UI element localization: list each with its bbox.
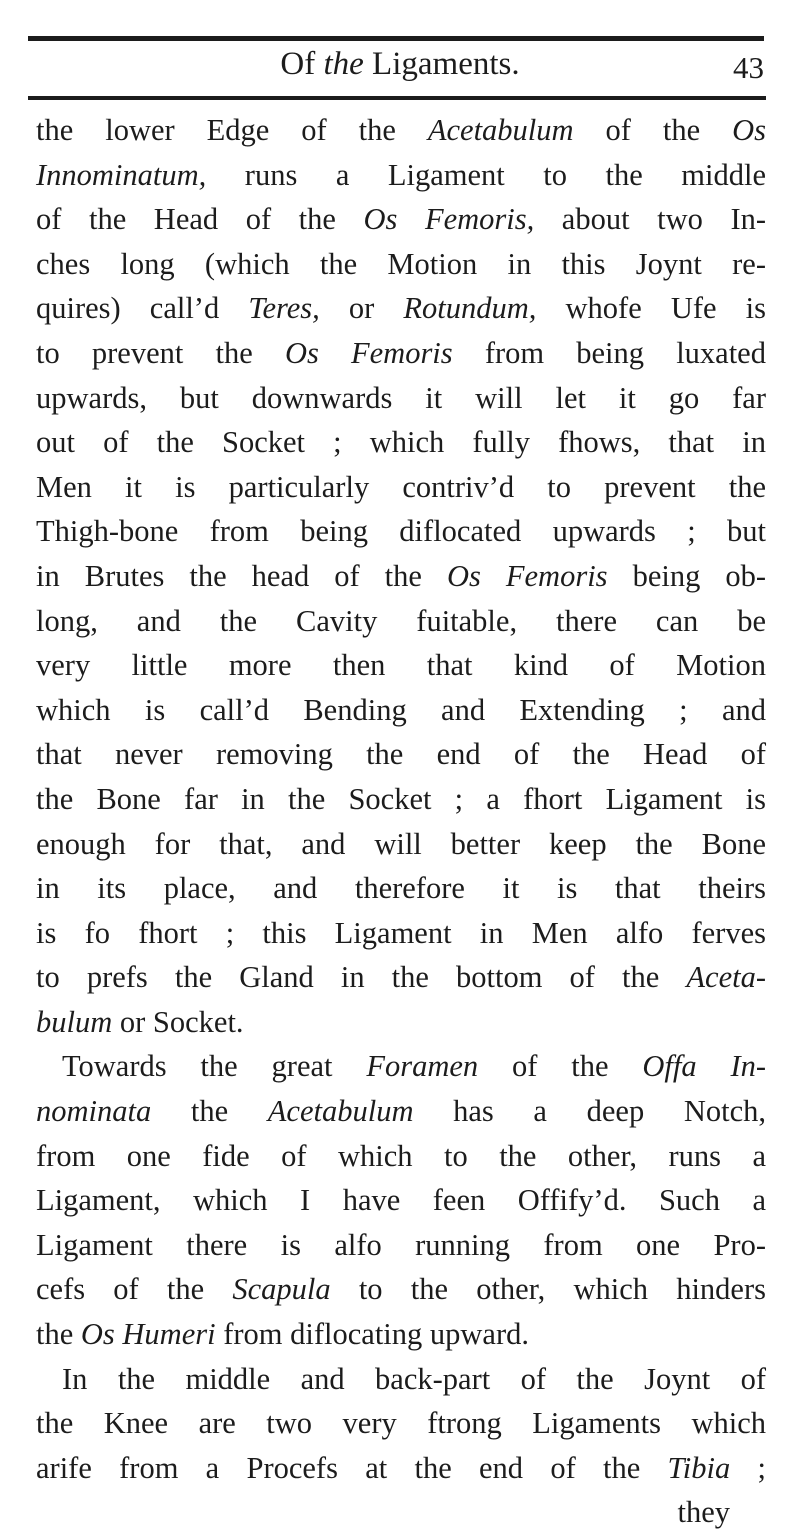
header-rule	[28, 96, 766, 100]
text-line	[36, 420, 766, 465]
text-line	[36, 108, 766, 153]
text-run: Innominatum,	[36, 157, 207, 192]
text-run: whofe Ufe is	[536, 291, 766, 326]
text-line	[36, 1312, 766, 1357]
text-run: Os Femoris,	[363, 202, 535, 237]
text-run: the	[36, 1317, 81, 1352]
text-run: to prevent the	[36, 335, 285, 370]
running-header	[0, 40, 800, 98]
text-run: from one fide of which to the other, runs a	[36, 1138, 766, 1173]
text-run: about two In-	[534, 202, 767, 237]
text-run: ches long (which the Motion in this Joynt re-	[36, 246, 766, 281]
text-run: of the	[478, 1049, 643, 1084]
text-run: Thigh-bone from being diflocated upwards ; but	[36, 514, 766, 549]
running-title	[0, 46, 800, 83]
text-line	[36, 1446, 766, 1491]
text-run: very little more then that kind of Motion	[36, 648, 766, 683]
text-run: runs a Ligament to the middle	[206, 157, 766, 192]
text-run: the	[151, 1094, 268, 1129]
text-line	[36, 1401, 766, 1446]
text-line	[36, 1089, 766, 1134]
text-line	[36, 1178, 766, 1223]
text-run: quires) call’d	[36, 291, 249, 326]
text-run: Ligament, which I have feen Offify’d. Such a	[36, 1183, 766, 1218]
text-run: Acetabulum	[427, 113, 574, 147]
text-run: upwards, but downwards it will let it go far	[36, 380, 766, 415]
text-run: arife from a Procefs at the end of the	[36, 1450, 668, 1485]
text-run: which is call’d Bending and Extending ; and	[36, 692, 766, 727]
text-line	[36, 688, 766, 733]
text-run: enough for that, and will better keep the Bone	[36, 826, 766, 861]
text-run: ;	[730, 1450, 766, 1485]
text-run: out of the Socket ; which fully fhows, that in	[36, 425, 766, 460]
text-line	[36, 643, 766, 688]
text-line	[36, 955, 766, 1000]
text-run: Towards the great	[62, 1049, 367, 1084]
text-run: long, and the Cavity fuitable, there can be	[36, 603, 766, 638]
text-run: being ob-	[607, 558, 766, 593]
text-run: Os	[732, 113, 767, 147]
text-run: Men it is particularly contriv’d to prevent the	[36, 469, 766, 504]
text-run: Aceta-	[686, 960, 766, 995]
text-line	[36, 242, 766, 287]
text-run: or Socket.	[112, 1004, 244, 1039]
text-run: to prefs the Gland in the bottom of the	[36, 960, 687, 995]
text-line	[36, 153, 766, 198]
text-line	[36, 465, 766, 510]
text-run: Ligament there is alfo running from one Pro-	[36, 1227, 766, 1262]
text-line	[36, 822, 766, 867]
text-run: Rotundum,	[403, 291, 537, 326]
text-run: Os Femoris	[284, 335, 453, 370]
page-number: 43	[733, 50, 764, 85]
text-run: the lower Edge of the	[36, 113, 428, 147]
text-run: Acetabulum	[267, 1094, 414, 1129]
text-run: has a deep Notch,	[413, 1094, 766, 1129]
text-line	[36, 1044, 766, 1089]
text-line	[36, 286, 766, 331]
text-run: the Bone far in the Socket ; a fhort Ligament is	[36, 781, 766, 816]
title-italic: the	[323, 46, 364, 82]
text-run: Teres,	[248, 291, 320, 326]
text-line	[36, 732, 766, 777]
text-run: in Brutes the head of the	[36, 558, 447, 593]
text-line	[36, 1223, 766, 1268]
text-line	[36, 777, 766, 822]
text-run: to the other, which hinders	[330, 1272, 766, 1307]
text-line	[36, 376, 766, 421]
text-line	[36, 331, 766, 376]
text-run: Offa In-	[642, 1049, 767, 1084]
text-line	[36, 509, 766, 554]
text-run: Scapula	[232, 1272, 331, 1307]
text-run: nominata	[36, 1094, 152, 1129]
text-line	[36, 1267, 766, 1312]
text-run: from diflocating upward.	[215, 1317, 529, 1352]
text-run: Tibia	[667, 1450, 731, 1485]
text-run: they	[677, 1495, 730, 1530]
text-line	[36, 1000, 766, 1045]
text-run: from being luxated	[452, 335, 766, 370]
text-run: bulum	[36, 1004, 113, 1039]
text-run: Foramen	[366, 1049, 479, 1084]
text-line	[36, 911, 766, 956]
text-line	[36, 554, 766, 599]
text-run: Os Femoris	[446, 558, 608, 593]
text-run: of the	[573, 113, 733, 147]
text-run: cefs of the	[36, 1272, 233, 1307]
text-run: or	[319, 291, 404, 326]
text-run: that never removing the end of the Head of	[36, 737, 766, 772]
text-run: in its place, and therefore it is that theirs	[36, 871, 766, 906]
text-run: the Knee are two very ftrong Ligaments which	[36, 1406, 766, 1441]
title-suffix: Ligaments.	[372, 46, 520, 82]
title-prefix: Of	[280, 46, 316, 82]
text-run: of the Head of the	[36, 202, 364, 237]
text-run: In the middle and back-part of the Joynt of	[62, 1361, 766, 1396]
text-line	[36, 197, 766, 242]
text-line	[36, 1490, 766, 1535]
text-run: Os Humeri	[80, 1317, 216, 1352]
text-run: is fo fhort ; this Ligament in Men alfo ferves	[36, 915, 766, 950]
text-line	[36, 1134, 766, 1179]
text-line	[36, 599, 766, 644]
body-text	[36, 108, 766, 1535]
text-line	[36, 866, 766, 911]
text-line	[36, 1357, 766, 1402]
